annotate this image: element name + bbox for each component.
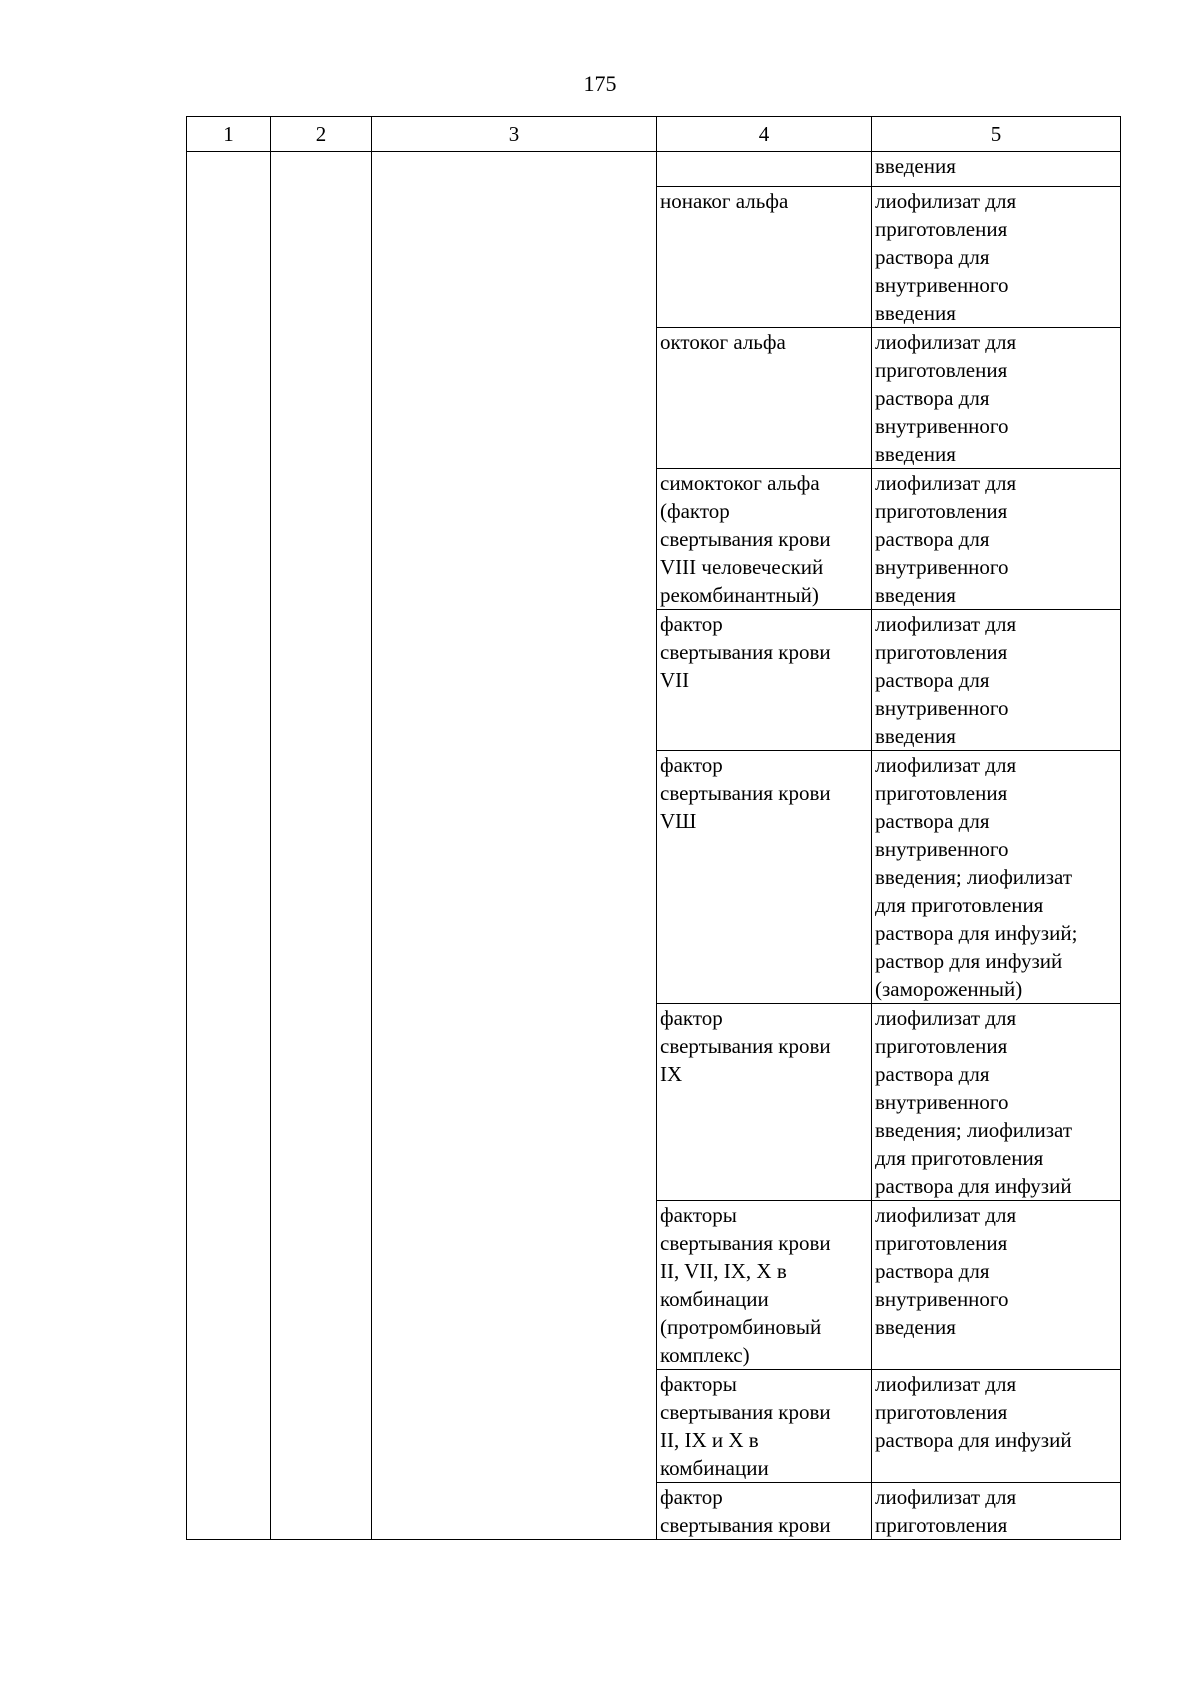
column-3-cell — [372, 152, 657, 1540]
dosage-form: лиофилизат для приготовления раствора для внутривенного введения; лиофилизат для приготовления раствора для инфузий — [875, 1006, 1073, 1198]
column-header-5: 5 — [872, 117, 1121, 152]
column-header-4: 4 — [657, 117, 872, 152]
drug-table — [186, 116, 1121, 1540]
dosage-form-cell — [872, 1483, 1121, 1540]
dosage-form: лиофилизат для приготовления раствора для внутривенного введения — [875, 471, 1017, 607]
dosage-form-cell — [872, 328, 1121, 469]
drug-name-cell — [657, 152, 872, 187]
dosage-form: лиофилизат для приготовления раствора для инфузий — [875, 1372, 1072, 1452]
dosage-form-cell — [872, 469, 1121, 610]
dosage-form: лиофилизат для приготовления раствора для внутривенного введения; лиофилизат для приготовления раствора для инфузий; раствор для инфузий (замороженный) — [875, 753, 1078, 1001]
table-body — [187, 152, 1121, 1540]
dosage-form-cell — [872, 152, 1121, 187]
column-2-cell — [271, 152, 372, 1540]
dosage-form: лиофилизат для приготовления раствора для внутривенного введения — [875, 612, 1017, 748]
drug-name: факторы свертывания крови II, VII, IX, X в комбинации (протромбиновый комплекс) — [660, 1203, 831, 1367]
dosage-form: введения — [875, 154, 956, 178]
drug-name-cell — [657, 1483, 872, 1540]
drug-name: октоког альфа — [660, 330, 786, 354]
drug-name: фактор свертывания крови IX — [660, 1006, 831, 1086]
drug-name-cell — [657, 1201, 872, 1370]
page-number: 175 — [583, 71, 617, 96]
header-row — [187, 117, 1121, 152]
drug-name-cell — [657, 187, 872, 328]
drug-name-cell — [657, 1004, 872, 1201]
dosage-form-cell — [872, 751, 1121, 1004]
column-header-1: 1 — [187, 117, 271, 152]
drug-name-cell — [657, 328, 872, 469]
drug-name: симоктоког альфа (фактор свертывания крови VIII человеческий рекомбинантный) — [660, 471, 831, 607]
drug-name: факторы свертывания крови II, IX и X в комбинации — [660, 1372, 831, 1480]
table-row — [187, 152, 1121, 187]
drug-name: фактор свертывания крови — [660, 1485, 831, 1537]
dosage-form: лиофилизат для приготовления раствора для внутривенного введения — [875, 1203, 1017, 1339]
drug-name-cell — [657, 610, 872, 751]
dosage-form-cell — [872, 1201, 1121, 1370]
dosage-form-cell — [872, 1370, 1121, 1483]
column-header-2: 2 — [271, 117, 372, 152]
drug-name: фактор свертывания крови VII — [660, 612, 831, 692]
dosage-form-cell — [872, 610, 1121, 751]
column-header-3: 3 — [372, 117, 657, 152]
dosage-form-cell — [872, 1004, 1121, 1201]
dosage-form: лиофилизат для приготовления — [875, 1485, 1017, 1537]
dosage-form: лиофилизат для приготовления раствора для внутривенного введения — [875, 330, 1017, 466]
drug-name: фактор свертывания крови VШ — [660, 753, 831, 833]
dosage-form-cell — [872, 187, 1121, 328]
drug-name-cell — [657, 469, 872, 610]
drug-name-cell — [657, 751, 872, 1004]
dosage-form: лиофилизат для приготовления раствора для внутривенного введения — [875, 189, 1017, 325]
column-1-cell — [187, 152, 271, 1540]
drug-name: нонаког альфа — [660, 189, 789, 213]
drug-name-cell — [657, 1370, 872, 1483]
